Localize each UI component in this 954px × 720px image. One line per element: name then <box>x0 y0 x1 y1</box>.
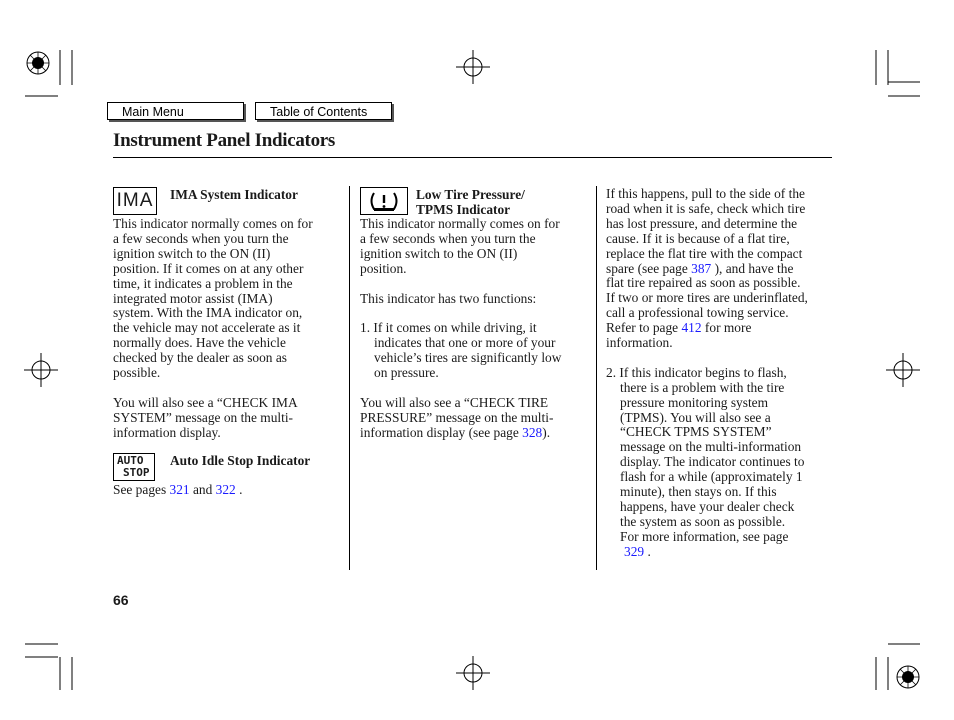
page-title: Instrument Panel Indicators <box>113 130 336 151</box>
column-divider <box>596 186 597 570</box>
page-link-328[interactable]: 328 <box>522 424 543 440</box>
page-link-329[interactable]: 329 <box>624 543 645 559</box>
tire-pressure-warning-icon <box>360 187 408 215</box>
column-divider <box>349 186 350 570</box>
page-link-387[interactable]: 387 <box>691 260 712 276</box>
auto-stop-see-pages: See pages 321 and 322 . <box>113 482 243 497</box>
page-link-321[interactable]: 321 <box>169 482 190 497</box>
ima-heading: IMA System Indicator <box>170 187 298 202</box>
tpms-description: This indicator normally comes on for a few seconds when you turn the ignition switch to the ON (II) position. This indicator has two functions: 1. If it comes on while driving, it indicates that one or more of your vehicle’s tires are significantly low on pressure. You will also see a “CHECK TIRE PRESSURE” message on the multi- information display (see page 328). <box>360 216 562 440</box>
main-menu-button[interactable]: Main Menu <box>107 102 244 120</box>
page-link-412[interactable]: 412 <box>681 320 702 336</box>
ima-indicator-icon: IMA <box>113 187 157 215</box>
page-number: 66 <box>113 592 129 608</box>
tpms-continued: If this happens, pull to the side of the road when it is safe, check which tire has lost pressure, and determine the cause. If it is because of a flat tire, replace the flat tire with the compact spare (see page 387 ), and have the flat tire repaired as soon as possible. If two or more tires are underinflated, call a professional towing service. Refer to page 412 for more information. 2. If this indicator begins to flash, there is a problem with the tire pressure monitoring system (TPMS). You will also see a “CHECK TPMS SYSTEM” message on the multi-information display. The indicator continues to flash for a while (approximately 1 minute), then stays on. If this happens, have your dealer check the system as soon as possible. For more information, see page 329 . <box>606 186 808 559</box>
auto-stop-indicator-icon: AUTO STOP <box>113 453 155 481</box>
tpms-heading: Low Tire Pressure/ TPMS Indicator <box>416 187 525 217</box>
auto-stop-heading: Auto Idle Stop Indicator <box>170 453 311 468</box>
ima-description: This indicator normally comes on for a few seconds when you turn the ignition switch to the ON (II) position. If it comes on at any other time, it indicates a problem in the integrated motor assist (IMA) system. With the IMA indicator on, the vehicle may not accelerate as it normally does. Have the vehicle checked by the dealer as soon as possible. You will also see a “CHECK IMA SYSTEM” message on the multi- information display. <box>113 216 313 440</box>
table-of-contents-button[interactable]: Table of Contents <box>255 102 392 120</box>
page-link-322[interactable]: 322 <box>215 482 236 497</box>
title-divider <box>113 157 832 158</box>
